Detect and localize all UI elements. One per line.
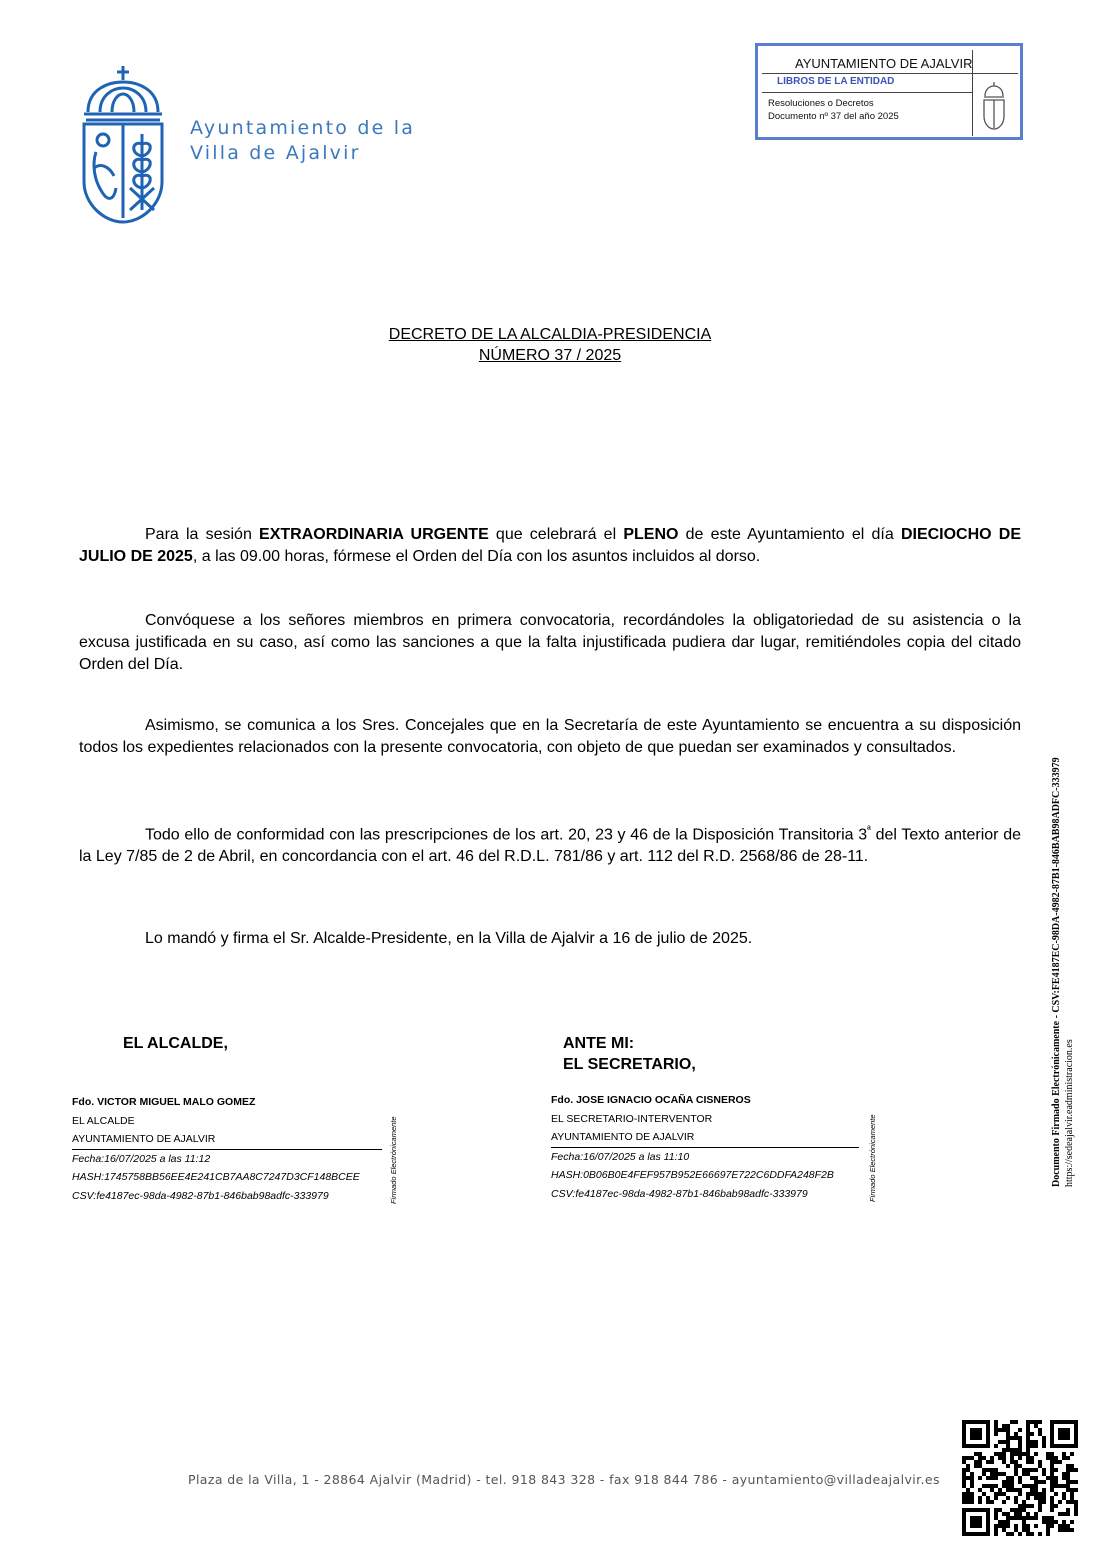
qr-code-icon xyxy=(962,1420,1078,1536)
coat-of-arms-icon xyxy=(80,64,166,226)
organization-name-line2: Villa de Ajalvir xyxy=(190,142,361,164)
signer-name: Fdo. JOSE IGNACIO OCAÑA CISNEROS xyxy=(551,1094,751,1106)
p1-text: Para la sesión xyxy=(145,526,260,543)
p1-text: que celebrará el xyxy=(488,526,624,543)
verification-url[interactable]: https://sedeajalvir.eadministracion.es xyxy=(1064,1039,1075,1187)
paragraph-1 xyxy=(79,524,1021,568)
signer-role: EL SECRETARIO-INTERVENTOR xyxy=(551,1112,713,1125)
signed-electronically-label: Firmado Electrónicamente xyxy=(389,1116,398,1204)
signer-entity: AYUNTAMIENTO DE AJALVIR xyxy=(72,1133,216,1145)
paragraph-4 xyxy=(79,820,1021,868)
signer-role: EL ALCALDE xyxy=(72,1114,135,1127)
p5-text: Lo mandó y firma el Sr. Alcalde-Presidente, en la Villa de Ajalvir a 16 de julio de 2025. xyxy=(145,930,753,947)
secretary-title-line1: ANTE MI: xyxy=(563,1035,635,1052)
p4-superscript: ª xyxy=(867,825,871,836)
organization-name xyxy=(190,116,415,166)
qr-code xyxy=(962,1420,1078,1536)
stamp-divider xyxy=(762,73,1018,74)
stamp-title: AYUNTAMIENTO DE AJALVIR xyxy=(795,56,973,71)
p4-text: del Texto anterior de la Ley 7/85 de 2 de Abril, en concordancia con el art. 46 del R.D.L. 781/86 y art. 112 del R.D. 2568/86 de 28-11. xyxy=(79,826,1021,866)
signature-date: Fecha:16/07/2025 a las 11:12 xyxy=(72,1152,211,1165)
p1-session-type: EXTRAORDINARIA URGENTE xyxy=(259,526,489,543)
paragraph-2 xyxy=(79,610,1021,676)
stamp-info xyxy=(768,97,899,123)
p1-body: PLENO xyxy=(623,526,679,543)
mayor-title: EL ALCALDE, xyxy=(123,1035,228,1052)
coat-of-arms-logo xyxy=(80,64,166,226)
p4-text: Todo ello de conformidad con las prescripciones de los art. 20, 23 y 46 de la Disposición Transitoria 3 xyxy=(145,826,868,844)
document-title: DECRETO DE LA ALCALDIA-PRESIDENCIA xyxy=(388,326,712,343)
organization-name-line1: Ayuntamiento de la xyxy=(190,117,416,139)
mayor-signature-block xyxy=(72,1093,382,1205)
stamp-divider xyxy=(762,92,972,93)
p2-text: Convóquese a los señores miembros en primera convocatoria, recordándoles la obligatoriedad de su asistencia o la excusa justificada en su caso, así como las sanciones a que la falta injustificada pudiera dar lugar, remitiéndoles copia del citado Orden del Día. xyxy=(79,612,1021,673)
secretary-title-line2: EL SECRETARIO, xyxy=(563,1056,696,1073)
signature-csv: CSV:fe4187ec-98da-4982-87b1-846bab98adfc-333979 xyxy=(551,1187,808,1200)
p1-text: , a las 09.00 horas, fórmese el Orden del Día con los asuntos incluidos al dorso. xyxy=(192,548,761,565)
paragraph-3 xyxy=(79,715,1021,759)
signer-entity: AYUNTAMIENTO DE AJALVIR xyxy=(551,1131,695,1143)
signer-name: Fdo. VICTOR MIGUEL MALO GOMEZ xyxy=(72,1096,256,1108)
stamp-document-number: Documento nº 37 del año 2025 xyxy=(768,111,899,122)
secretary-signature-block xyxy=(551,1091,859,1203)
paragraph-5 xyxy=(79,928,1021,950)
signed-electronically-label: Firmado Electrónicamente xyxy=(868,1114,877,1202)
stamp-subtitle: LIBROS DE LA ENTIDAD xyxy=(777,76,895,87)
footer-contact: Plaza de la Villa, 1 - 28864 Ajalvir (Madrid) - tel. 918 843 328 - fax 918 844 786 - ayuntamiento@villadeajalvir.es xyxy=(188,1472,940,1487)
p1-text: de este Ayuntamiento el día xyxy=(678,526,901,543)
signature-date: Fecha:16/07/2025 a las 11:10 xyxy=(551,1150,690,1163)
stamp-shield-icon xyxy=(982,82,1006,132)
electronic-signature-csv-stamp: Documento Firmado Electrónicamente - CSV:FE4187EC-98DA-4982-87B1-846BAB98ADFC-333979 xyxy=(1051,757,1062,1187)
signature-hash: HASH:1745758BB56EE4E241CB7AA8C7247D3CF148BCEE xyxy=(72,1171,360,1183)
signature-csv: CSV:fe4187ec-98da-4982-87b1-846bab98adfc-333979 xyxy=(72,1189,329,1202)
stamp-book: Resoluciones o Decretos xyxy=(768,98,874,109)
p3-text: Asimismo, se comunica a los Sres. Concejales que en la Secretaría de este Ayuntamiento se encuentra a su disposición todos los expedientes relacionados con la presente convocatoria, con objeto de que puedan ser examinados y consultados. xyxy=(79,717,1021,756)
p1-date: DIECIOCHO DE JULIO DE 2025 xyxy=(79,526,1022,565)
document-number: NÚMERO 37 / 2025 xyxy=(478,347,622,364)
signature-hash: HASH:0B06B0E4FEF957B952E66697E722C6DDFA248F2B xyxy=(551,1169,834,1181)
